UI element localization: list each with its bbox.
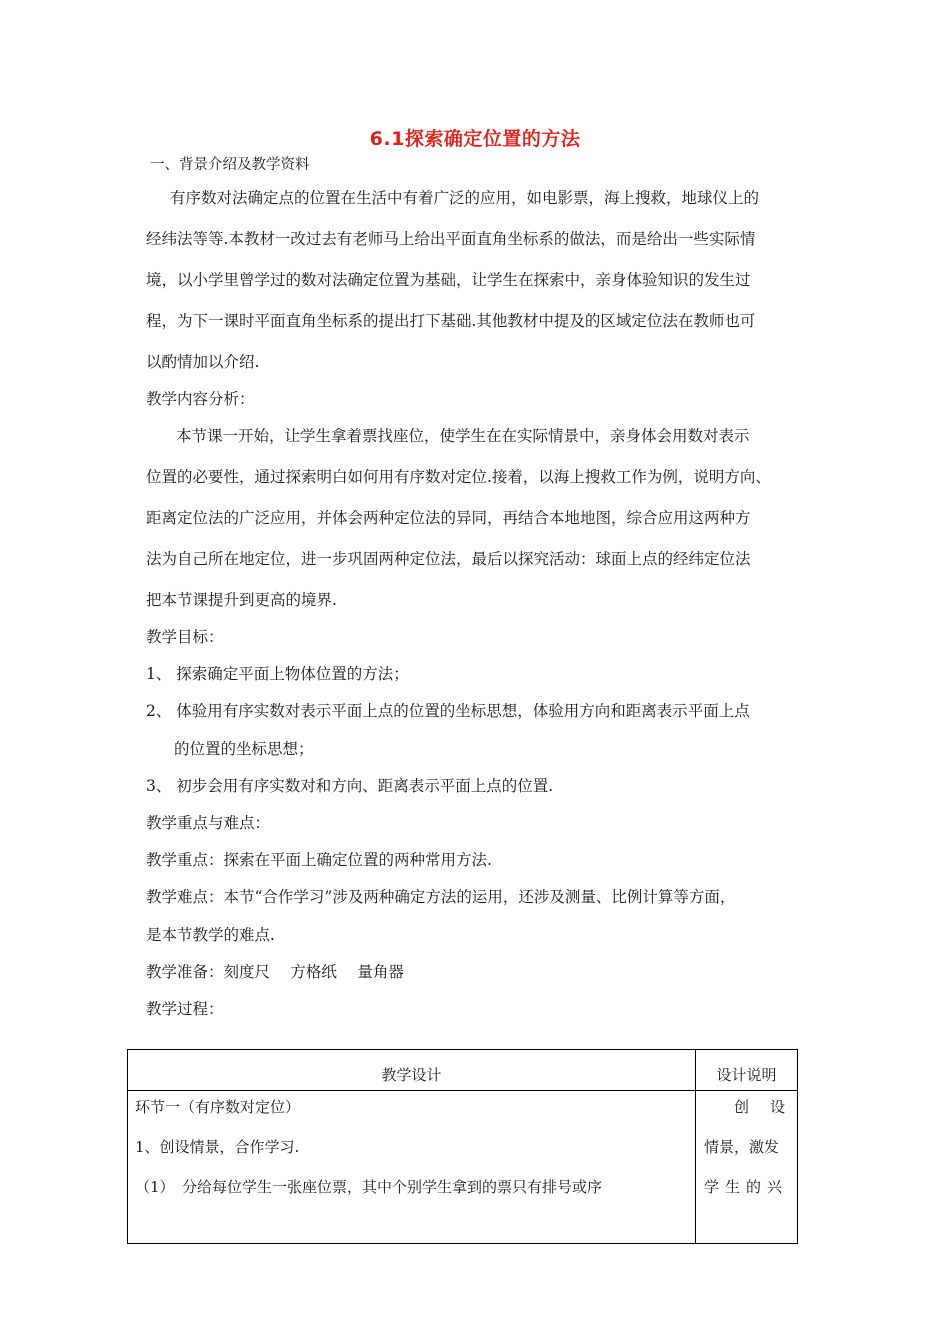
table-row bbox=[128, 1091, 798, 1244]
background-paragraph-line: 境，以小学里曾学过的数对法确定位置为基础，让学生在探索中，亲身体验知识的发生过 bbox=[146, 271, 751, 289]
design-line: 环节一（有序数对定位） bbox=[135, 1098, 301, 1116]
background-paragraph-line: 经纬法等等.本教材一改过去有老师马上给出平面直角坐标系的做法，而是给出一些实际情 bbox=[146, 230, 756, 248]
background-paragraph-line: 以酌情加以介绍. bbox=[146, 353, 260, 371]
section-heading-background: 一、背景介绍及教学资料 bbox=[150, 157, 310, 173]
content-analysis-line: 本节课一开始，让学生拿着票找座位，使学生在在实际情景中，亲身体会用数对表示 bbox=[176, 427, 750, 445]
design-line: 1、创设情景，合作学习. bbox=[135, 1138, 300, 1156]
background-paragraph-line: 程，为下一课时平面直角坐标系的提出打下基础.其他教材中提及的区域定位法在教师也可 bbox=[146, 312, 756, 330]
teaching-design-table bbox=[127, 1049, 798, 1244]
key-difficulty-continued: 是本节教学的难点. bbox=[146, 926, 275, 944]
background-paragraph-line: 有序数对法确定点的位置在生活中有着广泛的应用，如电影票，海上搜救，地球仪上的 bbox=[170, 189, 760, 207]
objectives-heading: 教学目标： bbox=[146, 628, 224, 646]
header-design-note: 设计说明 bbox=[696, 1050, 798, 1091]
content-analysis-line: 把本节课提升到更高的境界. bbox=[146, 591, 337, 609]
table-header-row bbox=[128, 1050, 798, 1091]
objective-item-3: 3、 初步会用有序实数对和方向、距离表示平面上点的位置. bbox=[146, 777, 554, 795]
note-line: 学生的兴 bbox=[704, 1178, 789, 1196]
content-analysis-line: 法为自己所在地定位，进一步巩固两种定位法，最后以探究活动：球面上点的经纬定位法 bbox=[146, 550, 751, 568]
objective-item-2: 2、 体验用有序实数对表示平面上点的位置的坐标思想，体验用方向和距离表示平面上点 bbox=[146, 702, 750, 720]
content-analysis-line: 位置的必要性，通过探索明白如何用有序数对定位.接着，以海上搜救工作为例，说明方向、 bbox=[146, 468, 771, 486]
note-cell bbox=[696, 1091, 798, 1244]
content-analysis-heading: 教学内容分析： bbox=[146, 390, 255, 408]
process-heading: 教学过程： bbox=[146, 1000, 224, 1018]
teaching-preparation: 教学准备：刻度尺 方格纸 量角器 bbox=[146, 963, 404, 981]
design-cell bbox=[128, 1091, 696, 1244]
content-analysis-line: 距离定位法的广泛应用，并体会两种定位法的异同，再结合本地地图，综合应用这两种方 bbox=[146, 509, 751, 527]
key-points-heading: 教学重点与难点： bbox=[146, 814, 271, 832]
header-teaching-design: 教学设计 bbox=[128, 1050, 696, 1091]
note-line: 创 设 bbox=[734, 1098, 789, 1116]
objective-item-1: 1、 探索确定平面上物体位置的方法； bbox=[146, 665, 409, 683]
note-line: 情景，激发 bbox=[704, 1138, 780, 1156]
page-title: 6.1探索确定位置的方法 bbox=[369, 128, 581, 150]
key-difficulty: 教学难点：本节“合作学习”涉及两种确定方法的运用，还涉及测量、比例计算等方面， bbox=[146, 888, 736, 906]
key-focus: 教学重点：探索在平面上确定位置的两种常用方法. bbox=[146, 851, 492, 869]
design-line: （1） 分给每位学生一张座位票，其中个别学生拿到的票只有排号或序 bbox=[135, 1178, 603, 1196]
objective-item-2-continued: 的位置的坐标思想； bbox=[174, 740, 314, 758]
